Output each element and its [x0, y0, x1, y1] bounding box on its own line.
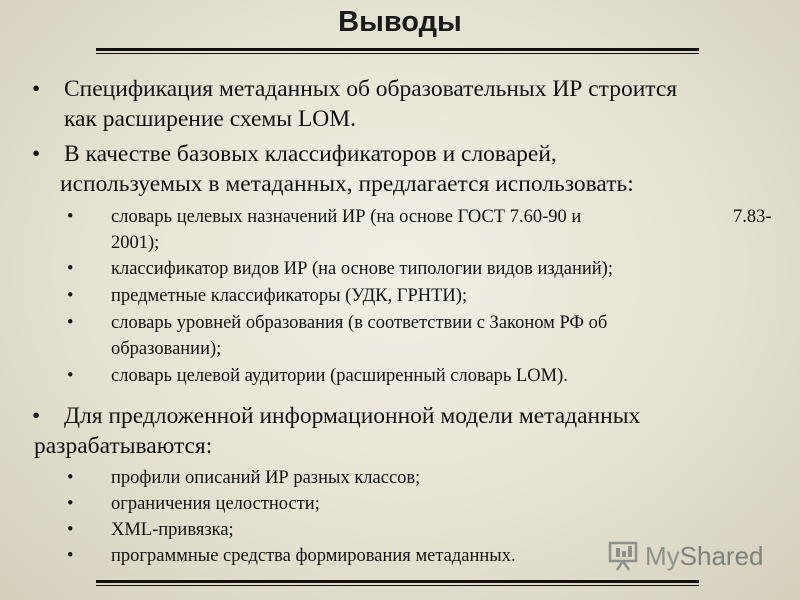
- bottom-divider: [96, 580, 699, 586]
- bullet-marker: •: [67, 494, 74, 514]
- bullet-item-developed: [32, 401, 641, 461]
- item-line: образовании);: [111, 339, 222, 359]
- bullet-marker: •: [67, 520, 74, 540]
- subitem-resource-type-classifier: [67, 256, 613, 282]
- bullet-marker: •: [67, 313, 74, 333]
- watermark-text-shared: Shared: [679, 540, 764, 571]
- bullet-item-classifiers: [32, 139, 634, 199]
- bullet-marker: •: [67, 259, 74, 279]
- bullet-marker: •: [67, 546, 74, 566]
- myshared-watermark: [607, 538, 764, 574]
- item-line: Спецификация метаданных об образовательных ИР строится: [64, 76, 678, 102]
- subitem-description-profiles: [67, 465, 421, 491]
- subitem-education-level-vocabulary: [67, 310, 608, 362]
- bullet-marker: •: [32, 403, 41, 429]
- presentation-board-icon: [607, 539, 641, 573]
- slide-title: Выводы: [338, 6, 462, 38]
- bullet-marker: •: [67, 366, 74, 386]
- watermark-text-my: My: [645, 540, 680, 571]
- title-divider: [96, 48, 699, 54]
- item-line: словарь целевых назначений ИР (на основе ГОСТ 7.60-90 и: [111, 207, 582, 227]
- item-line: ограничения целостности;: [111, 494, 320, 514]
- subitem-xml-binding: [67, 517, 234, 543]
- subitem-purpose-vocabulary: [67, 204, 781, 256]
- bullet-marker: •: [67, 207, 74, 227]
- item-line: XML-привязка;: [111, 520, 234, 540]
- item-line: разрабатываются:: [34, 433, 213, 459]
- item-line: В качестве базовых классификаторов и словарей,: [64, 141, 557, 167]
- item-line: используемых в метаданных, предлагается использовать:: [60, 171, 634, 197]
- item-line: как расширение схемы LOM.: [64, 106, 357, 132]
- item-line: словарь целевой аудитории (расширенный словарь LOM).: [111, 366, 568, 386]
- item-line: профили описаний ИР разных классов;: [111, 468, 421, 488]
- item-line: классификатор видов ИР (на основе типологии видов изданий);: [111, 259, 613, 279]
- bullet-marker: •: [67, 286, 74, 306]
- item-line: словарь уровней образования (в соответствии с Законом РФ об: [111, 313, 608, 333]
- subitem-software-tools: [67, 543, 516, 569]
- bullet-marker: •: [32, 76, 41, 102]
- item-line: 2001);: [111, 233, 160, 253]
- bullet-item-lom-spec: [32, 74, 678, 134]
- subitem-audience-vocabulary: [67, 363, 568, 389]
- bullet-marker: •: [67, 468, 74, 488]
- item-line: программные средства формирования метаданных.: [111, 546, 516, 566]
- subitem-integrity-constraints: [67, 491, 320, 517]
- subitem-subject-classifiers: [67, 283, 468, 309]
- item-line-tail: 7.83-: [733, 207, 772, 227]
- item-line: предметные классификаторы (УДК, ГРНТИ);: [111, 286, 468, 306]
- item-line: Для предложенной информационной модели метаданных: [64, 403, 641, 429]
- bullet-marker: •: [32, 141, 41, 167]
